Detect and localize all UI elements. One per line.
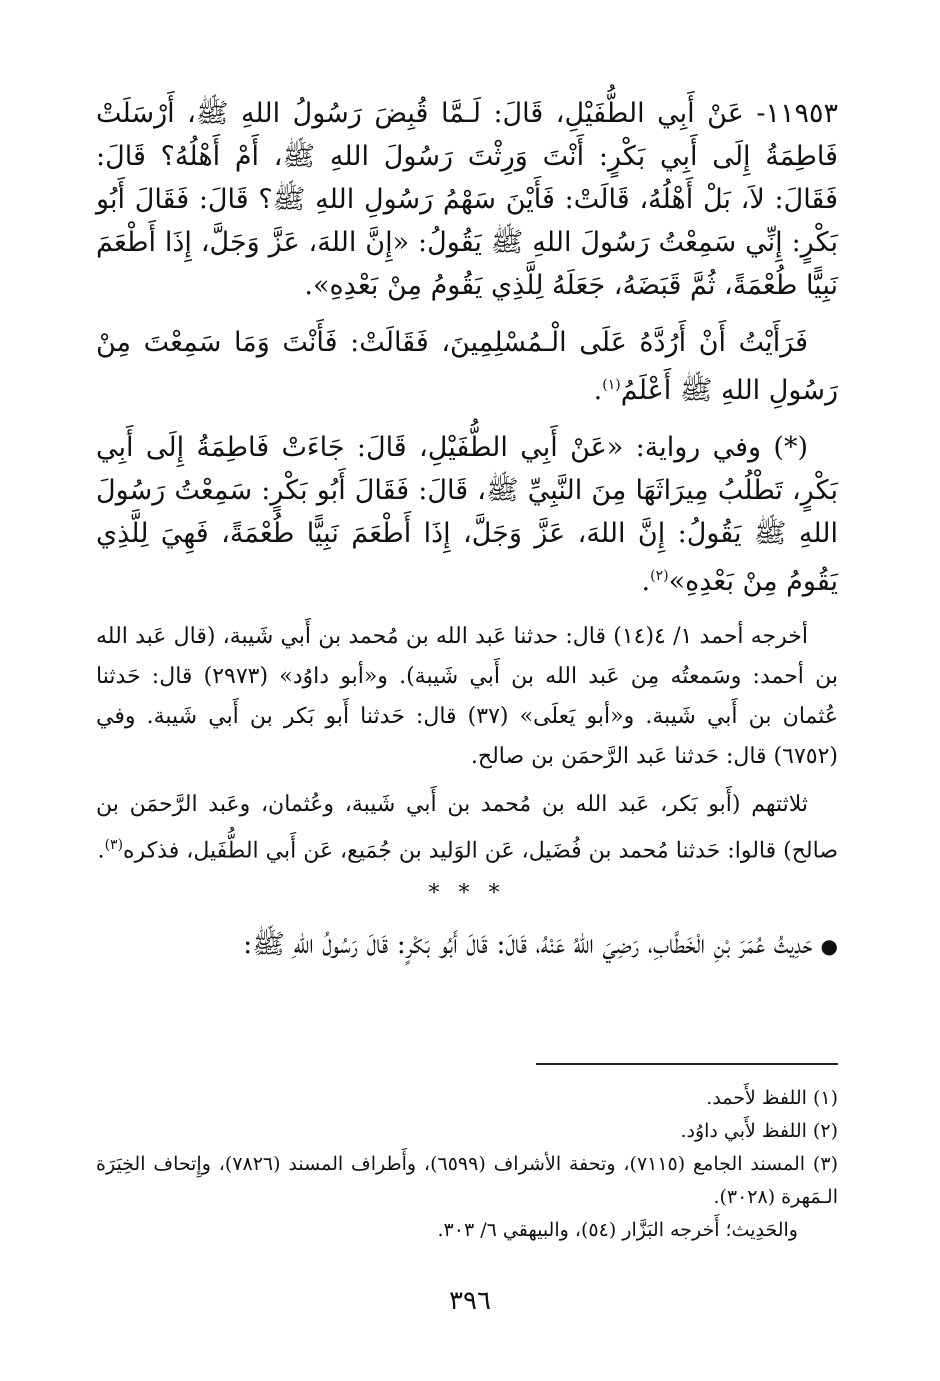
hadith-1953 bbox=[96, 92, 838, 307]
period: . bbox=[97, 838, 105, 864]
footnote-2: (٢) اللفظ لأَبي داوُد. bbox=[680, 1120, 838, 1142]
riwaya-text bbox=[96, 426, 838, 603]
period: . bbox=[593, 375, 603, 406]
footnote-ref-2[interactable]: (٢) bbox=[650, 568, 669, 584]
takhrij-paragraph-2 bbox=[96, 785, 838, 871]
next-section-text: حَدِيثُ عُمَرَ بْنِ الْخَطَّابِ، رَضِيَ اللهُ عَنْهُ، قَالَ: قَالَ أَبُو بَكْرٍ: قَالَ رَسُولُ اللهِ ﷺ: bbox=[243, 929, 813, 961]
section-separator: * * * bbox=[428, 881, 506, 907]
page-number: ٣٩٦ bbox=[449, 1286, 491, 1316]
takhrij-paragraph-2-body: ثلاثتهم (أَبو بَكر، عَبد الله بن مُحمد بن أَبي شَيبة، وعُثمان، وعَبد الرَّحمَن بن صالح) قالوا: حَدثنا مُحمد بن فُضَيل، عَن الوَليد بن جُمَيع، عَن أَبي الطُّفَيل، فذكره bbox=[96, 792, 838, 864]
hadith-continuation-text bbox=[96, 321, 838, 412]
riwaya-block bbox=[96, 426, 838, 603]
footnote-1: (١) اللفظ لأَحمد. bbox=[706, 1087, 838, 1109]
next-section-heading bbox=[96, 922, 838, 969]
period: . bbox=[641, 566, 651, 597]
footnote-3-continuation: والحَدِيث؛ أَخرجه البَزَّار (٥٤)، والبيهقي ٦/ ٣٠٣. bbox=[437, 1219, 798, 1241]
footnote-divider bbox=[536, 1063, 838, 1065]
footnote-3: (٣) المسند الجامع (٧١١٥)، وتحفة الأشراف (٦٥٩٩)، وأَطراف المسند (٧٨٢٦)، وإِتحاف الخِيَرَة الـمَهرة (٣٠٢٨). bbox=[96, 1153, 838, 1208]
hadith-text: ١١٩٥٣- عَنْ أَبِي الطُّفَيْلِ، قَالَ: لَـمَّا قُبِضَ رَسُولُ اللهِ ﷺ، أَرْسَلَتْ فَاطِمَةُ إِلَى أَبِي بَكْرٍ: أَنْتَ وَرِثْتَ رَسُولَ اللهِ ﷺ، أَمْ أَهْلُهُ؟ قَالَ: فَقَالَ: لاَ، بَلْ أَهْلُهُ، قَالَتْ: فَأَيْنَ سَهْمُ رَسُولِ اللهِ ﷺ؟ قَالَ: فَقَالَ أَبُو بَكْرٍ: إِنِّي سَمِعْتُ رَسُولَ اللهِ ﷺ يَقُولُ: «إِنَّ اللهَ، عَزَّ وَجَلَّ، إِذَا أَطْعَمَ نَبِيًّا طُعْمَةً، ثُمَّ قَبَضَهُ، جَعَلَهُ لِلَّذِي يَقُومُ مِنْ بَعْدِهِ». bbox=[96, 98, 838, 301]
main-text bbox=[96, 92, 838, 969]
hadith-continuation bbox=[96, 321, 838, 412]
bullet-icon: ● bbox=[820, 934, 838, 959]
footnote-ref-3[interactable]: (٣) bbox=[104, 837, 124, 853]
footnotes bbox=[96, 1082, 838, 1247]
riwaya-body: (*) وفي رواية: «عَنْ أَبِي الطُّفَيْلِ، قَالَ: جَاءَتْ فَاطِمَةُ إِلَى أَبِي بَكْرٍ، تَطْلُبُ مِيرَاثَهَا مِنَ النَّبِيِّ ﷺ، قَالَ: فَقَالَ أَبُو بَكْرٍ: سَمِعْتُ رَسُولَ اللهِ ﷺ يَقُولُ: إِنَّ اللهَ، عَزَّ وَجَلَّ، إِذَا أَطْعَمَ نَبِيًّا طُعْمَةً، فَهِيَ لِلَّذِي يَقُومُ مِنْ بَعْدِهِ» bbox=[96, 432, 838, 597]
takhrij-paragraph-1: أخرجه أحمد ١/ ٤(١٤) قال: حدثنا عَبد الله بن مُحمد بن أَبي شَيبة، (قال عَبد الله بن أحمد: وسَمعتُه مِن عَبد الله بن أَبي شَيبة). و«أبو داوُد» (٢٩٧٣) قال: حَدثنا عُثمان بن أَبي شَيبة. و«أبو يَعلَى» (٣٧) قال: حَدثنا أَبو بَكر بن أَبي شَيبة. وفي (٦٧٥٢) قال: حَدثنا عَبد الرَّحمَن بن صالح. bbox=[96, 624, 839, 769]
footnote-ref-1[interactable]: (١) bbox=[602, 377, 621, 393]
hadith-continuation-body: فَرَأَيْتُ أَنْ أَرُدَّهُ عَلَى الْـمُسْلِمِينَ، فَقَالَتْ: فَأَنْتَ وَمَا سَمِعْتَ مِنْ رَسُولِ اللهِ ﷺ أَعْلَمُ bbox=[96, 327, 838, 406]
